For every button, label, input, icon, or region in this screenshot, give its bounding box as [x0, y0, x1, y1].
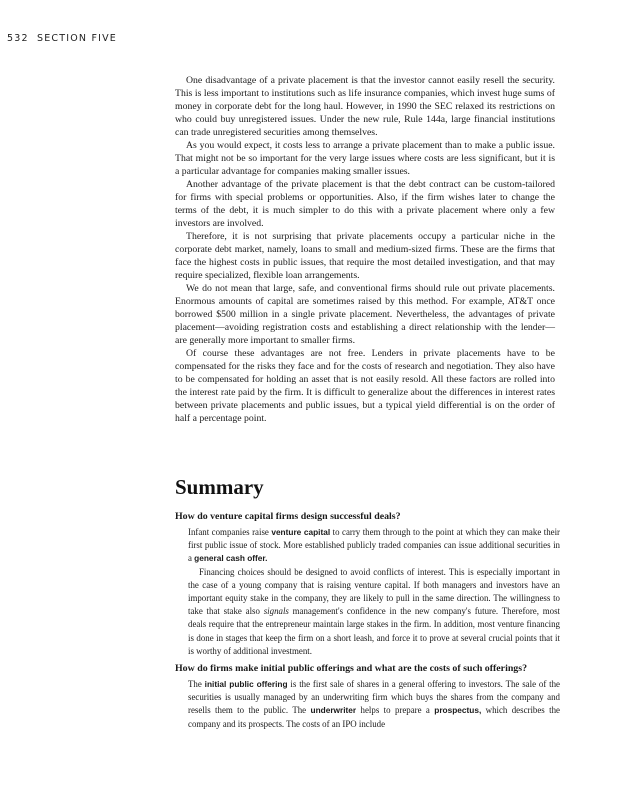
text-run: management's confidence in the new company's future. Therefore, most deals require that the entrepreneur maintain large stakes in the firm. In addition, most venture financing is done in stages that keep the firm on a short leash, and force it to prove at several crucial points that it is worthy of additional investment. [188, 606, 560, 656]
emphasis: signals [263, 606, 289, 617]
body-paragraph: Another advantage of the private placement is that the debt contract can be custom-tailored for firms with special problems or opportunities. Also, if the firm wishes later to change the terms of the debt, it is much simpler to do this with a private placement where only a few investors are involved. [175, 179, 555, 229]
body-paragraph: Of course these advantages are not free. Lenders in private placements have to be compensated for the risks they face and for the costs of research and negotiation. They also have to be compensated for holding an asset that is not easily resold. All these factors are rolled into the interest rate paid by the firm. It is difficult to generalize about the differences in interest rates between private placements and public issues, but a typical yield differential is on the order of half a percentage point. [175, 348, 555, 424]
key-term: underwriter [310, 705, 357, 716]
summary-section [175, 510, 560, 735]
text-run: The [188, 679, 205, 690]
key-term: initial public offering [204, 679, 288, 690]
body-paragraph: One disadvantage of a private placement is that the investor cannot easily resell the security. This is less important to institutions such as life insurance companies, which invest huge sums of money in corporate debt for the long haul. However, in 1990 the SEC relaxed its restrictions on who could buy unregistered issues. Under the new rule, Rule 144a, large financial institutions can trade unregistered securities among themselves. [175, 75, 555, 138]
body-paragraph: As you would expect, it costs less to arrange a private placement than to make a public issue. That might not be so important for the very large issues where costs are less significant, but it is a particular advantage for companies making smaller issues. [175, 140, 555, 177]
body-text [175, 74, 555, 425]
running-head [7, 33, 117, 44]
body-paragraph: We do not mean that large, safe, and conventional firms should rule out private placements. Enormous amounts of capital are sometimes raised by this method. For example, AT&T once borrowed $500 million in a single private placement. Nevertheless, the advantages of private placement—avoiding registration costs and establishing a direct relationship with the lender—are generally more important to smaller firms. [175, 283, 555, 346]
summary-question: How do firms make initial public offerings and what are the costs of such offerings? [175, 663, 528, 675]
key-term: prospectus, [434, 705, 482, 716]
text-run: to carry them through to the point at which they can make their first public issue of stock. More established publicly traded companies can issue additional securities in a [188, 527, 560, 564]
summary-heading: Summary [175, 475, 264, 499]
answer-paragraph [188, 526, 560, 566]
section-title: SECTION FIVE [36, 33, 118, 44]
page-number: 532 [7, 33, 29, 44]
body-paragraph: Therefore, it is not surprising that private placements occupy a particular niche in the corporate debt market, namely, loans to small and medium-sized firms. These are the firms that face the highest costs in public issues, that require the most detailed investigation, and that may require specialized, flexible loan arrangements. [175, 231, 555, 281]
text-run: helps to prepare a [356, 705, 435, 716]
text-run: Infant companies raise [188, 527, 272, 537]
text-run: Financing choices should be designed to avoid conflicts of interest. This is especially important in the case of a young company that is raising venture capital. If both managers and investors have an important equity stake in the company, they are likely to pull in the same direction. The willingness to take that stake also [188, 566, 560, 617]
answer-paragraph [188, 678, 560, 731]
text-run: is the first sale of shares in a general offering to investors. The sale of the securities is usually managed by an underwriting firm which buys the shares from the company and resells them to the public. The [188, 679, 560, 716]
text-run: which describes the company and its prospects. The costs of an IPO include [188, 705, 560, 729]
summary-answer [188, 526, 560, 658]
key-term: venture capital [271, 527, 331, 537]
summary-answer [188, 678, 560, 731]
key-term: general cash offer. [194, 553, 268, 564]
answer-paragraph [188, 566, 560, 658]
summary-question: How do venture capital firms design successful deals? [175, 511, 401, 522]
